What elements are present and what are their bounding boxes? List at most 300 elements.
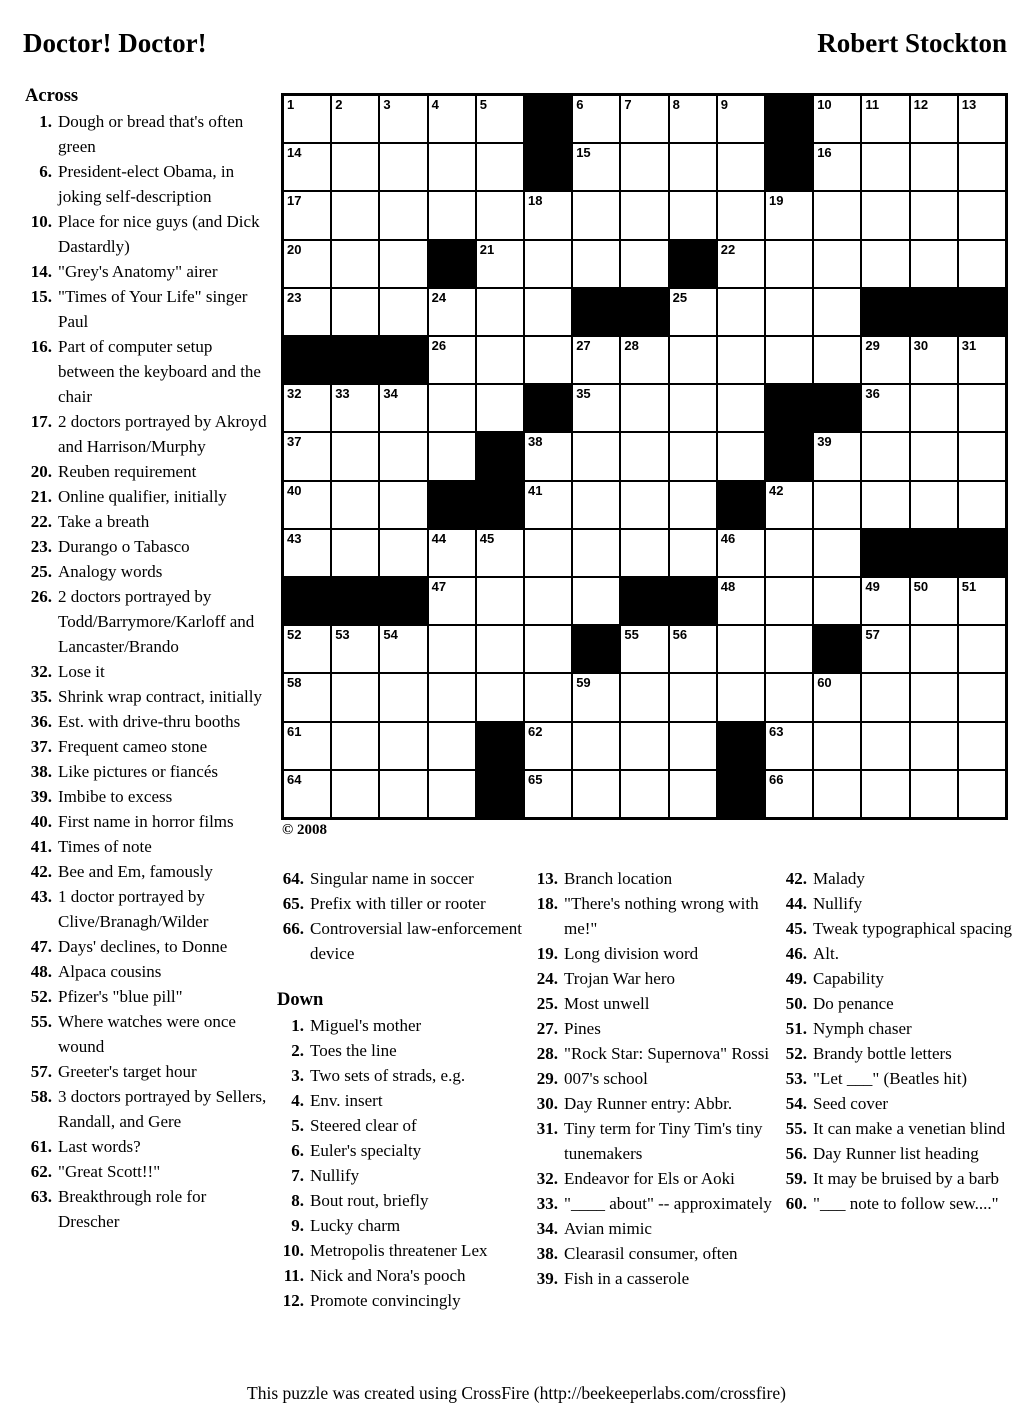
grid-cell[interactable]	[718, 289, 764, 335]
grid-cell[interactable]	[718, 192, 764, 238]
clue-number: 23.	[30, 537, 52, 556]
grid-cell[interactable]	[380, 192, 426, 238]
grid-cell[interactable]	[573, 674, 619, 720]
clue-number: 19.	[536, 944, 558, 963]
clue-item	[25, 584, 271, 659]
grid-cell[interactable]	[911, 482, 957, 528]
grid-cell[interactable]	[959, 578, 1005, 624]
grid-cell[interactable]	[380, 433, 426, 479]
clue-number: 28.	[536, 1044, 558, 1063]
grid-cell[interactable]	[573, 771, 619, 817]
clue-number: 3.	[291, 1066, 304, 1085]
grid-cell[interactable]	[718, 530, 764, 576]
grid-cell[interactable]	[573, 337, 619, 383]
clue-number: 10.	[30, 212, 52, 231]
clue-item	[25, 859, 271, 884]
clue-item	[277, 1188, 525, 1213]
clue-text: "Great Scott!!"	[58, 1162, 161, 1181]
clue-text: "Grey's Anatomy" airer	[58, 262, 218, 281]
clue-number: 42.	[785, 869, 807, 888]
grid-cell[interactable]	[429, 144, 475, 190]
grid-cell-number: 1	[287, 97, 295, 112]
grid-cell[interactable]	[429, 385, 475, 431]
grid-cell[interactable]	[573, 241, 619, 287]
clue-text: Tiny term for Tiny Tim's tiny tunemakers	[564, 1119, 763, 1163]
grid-cell[interactable]	[766, 771, 812, 817]
grid-cell[interactable]	[862, 96, 908, 142]
clue-number: 18.	[536, 894, 558, 913]
grid-cell[interactable]	[670, 626, 716, 672]
grid-cell-number: 22	[720, 241, 736, 257]
grid-cell[interactable]	[766, 674, 812, 720]
grid-cell[interactable]	[284, 771, 330, 817]
grid-cell[interactable]	[284, 144, 330, 190]
grid-cell[interactable]	[525, 241, 571, 287]
clue-text: Like pictures or fiancés	[58, 762, 219, 781]
grid-cell[interactable]	[862, 482, 908, 528]
grid-cell[interactable]	[573, 433, 619, 479]
grid-cell[interactable]	[911, 771, 957, 817]
grid-cell[interactable]	[959, 723, 1005, 769]
grid-cell[interactable]	[477, 144, 523, 190]
grid-cell[interactable]	[959, 337, 1005, 383]
grid-cell[interactable]	[959, 482, 1005, 528]
clue-number: 9.	[291, 1216, 304, 1235]
grid-cell[interactable]	[814, 144, 860, 190]
grid-cell[interactable]	[380, 482, 426, 528]
grid-cell[interactable]	[718, 385, 764, 431]
grid-cell[interactable]	[284, 192, 330, 238]
grid-cell[interactable]	[477, 385, 523, 431]
grid-cell[interactable]	[959, 385, 1005, 431]
grid-cell[interactable]	[862, 144, 908, 190]
grid-cell[interactable]	[911, 241, 957, 287]
grid-cell[interactable]	[284, 241, 330, 287]
clue-text: Durango o Tabasco	[58, 537, 190, 556]
grid-cell[interactable]	[525, 723, 571, 769]
grid-cell[interactable]	[766, 723, 812, 769]
grid-cell[interactable]	[718, 241, 764, 287]
grid-cell[interactable]	[284, 96, 330, 142]
grid-cell-number: 3	[383, 97, 391, 112]
grid-cell[interactable]	[718, 96, 764, 142]
grid-cell[interactable]	[429, 530, 475, 576]
grid-cell[interactable]	[911, 96, 957, 142]
grid-cell[interactable]	[573, 578, 619, 624]
grid-cell[interactable]	[573, 144, 619, 190]
clue-item	[25, 934, 271, 959]
clue-text: 2 doctors portrayed by Akroyd and Harrison/Murphy	[58, 412, 267, 456]
clue-number: 58.	[30, 1087, 52, 1106]
clue-text: Avian mimic	[564, 1219, 652, 1238]
grid-cell-number: 43	[287, 530, 302, 546]
clue-item	[25, 1059, 271, 1084]
grid-cell[interactable]	[862, 578, 908, 624]
clue-item	[531, 1216, 777, 1241]
grid-cell[interactable]	[959, 771, 1005, 817]
clue-item	[780, 941, 1020, 966]
clue-text: Pines	[564, 1019, 601, 1038]
grid-cell[interactable]	[670, 723, 716, 769]
clue-text: Place for nice guys (and Dick Dastardly)	[58, 212, 260, 256]
clue-number: 66.	[282, 919, 304, 938]
grid-cell-number: 11	[865, 97, 880, 112]
grid-cell[interactable]	[429, 337, 475, 383]
grid-cell[interactable]	[814, 578, 860, 624]
grid-cell[interactable]	[766, 530, 812, 576]
grid-cell[interactable]	[670, 385, 716, 431]
grid-cell[interactable]	[332, 530, 378, 576]
grid-cell[interactable]	[332, 433, 378, 479]
grid-cell[interactable]	[621, 385, 667, 431]
grid-cell-number: 58	[287, 675, 302, 691]
grid-cell[interactable]	[332, 241, 378, 287]
grid-cell[interactable]	[959, 144, 1005, 190]
grid-cell[interactable]	[429, 578, 475, 624]
grid-cell[interactable]	[670, 337, 716, 383]
grid-cell[interactable]	[718, 674, 764, 720]
grid-cell[interactable]	[621, 144, 667, 190]
grid-cell-number: 40	[287, 482, 302, 498]
clue-text: "Rock Star: Supernova" Rossi	[564, 1044, 770, 1063]
grid-cell[interactable]	[573, 723, 619, 769]
clue-list-heading: Down	[277, 990, 324, 1010]
grid-cell[interactable]	[525, 337, 571, 383]
grid-cell[interactable]	[766, 289, 812, 335]
grid-cell[interactable]	[766, 192, 812, 238]
grid-cell[interactable]	[380, 144, 426, 190]
grid-cell[interactable]	[525, 771, 571, 817]
grid-cell[interactable]	[525, 578, 571, 624]
grid-cell[interactable]	[380, 723, 426, 769]
grid-cell[interactable]	[911, 723, 957, 769]
grid-cell[interactable]	[380, 674, 426, 720]
clue-number: 35.	[30, 687, 52, 706]
clue-item	[25, 709, 271, 734]
grid-cell-number: 38	[528, 434, 543, 450]
grid-cell[interactable]	[718, 578, 764, 624]
clue-text: Clearasil consumer, often	[564, 1244, 738, 1263]
grid-cell[interactable]	[766, 626, 812, 672]
grid-cell[interactable]	[814, 289, 860, 335]
grid-cell[interactable]	[959, 674, 1005, 720]
grid-cell[interactable]	[380, 241, 426, 287]
grid-cell-number: 65	[528, 771, 543, 787]
grid-cell[interactable]	[380, 771, 426, 817]
clue-item	[277, 1038, 525, 1063]
grid-cell[interactable]	[621, 771, 667, 817]
grid-cell[interactable]	[429, 626, 475, 672]
clue-item	[780, 1191, 1020, 1216]
grid-cell[interactable]	[429, 433, 475, 479]
grid-cell[interactable]	[429, 192, 475, 238]
grid-cell-black	[477, 482, 523, 528]
grid-cell-black	[718, 723, 764, 769]
grid-cell[interactable]	[621, 433, 667, 479]
grid-cell[interactable]	[621, 723, 667, 769]
grid-cell-black	[621, 578, 667, 624]
grid-cell[interactable]	[380, 530, 426, 576]
grid-cell[interactable]	[670, 192, 716, 238]
grid-cell[interactable]	[621, 241, 667, 287]
clue-number: 16.	[30, 337, 52, 356]
grid-cell[interactable]	[284, 482, 330, 528]
grid-cell[interactable]	[573, 96, 619, 142]
clue-number: 49.	[785, 969, 807, 988]
grid-cell[interactable]	[477, 578, 523, 624]
grid-cell-number: 41	[528, 482, 543, 498]
clue-number: 1.	[39, 112, 52, 131]
clue-number: 32.	[536, 1169, 558, 1188]
grid-cell[interactable]	[911, 674, 957, 720]
grid-cell[interactable]	[525, 674, 571, 720]
grid-cell[interactable]	[911, 192, 957, 238]
grid-cell-number: 33	[335, 386, 350, 402]
grid-cell[interactable]	[332, 289, 378, 335]
grid-cell[interactable]	[814, 241, 860, 287]
grid-cell[interactable]	[862, 385, 908, 431]
clue-item	[25, 109, 271, 159]
grid-cell[interactable]	[766, 241, 812, 287]
grid-cell[interactable]	[477, 626, 523, 672]
grid-cell[interactable]	[959, 241, 1005, 287]
clue-item	[531, 1166, 777, 1191]
grid-cell-black	[766, 96, 812, 142]
grid-cell[interactable]	[573, 192, 619, 238]
grid-cell[interactable]	[477, 192, 523, 238]
puzzle-author: Robert Stockton	[817, 28, 1007, 58]
grid-cell[interactable]	[477, 289, 523, 335]
grid-cell[interactable]	[766, 337, 812, 383]
grid-cell[interactable]	[814, 530, 860, 576]
grid-cell[interactable]	[911, 433, 957, 479]
grid-cell[interactable]	[959, 192, 1005, 238]
clue-number: 22.	[30, 512, 52, 531]
clue-column-bottom-3	[780, 866, 1020, 1216]
grid-cell[interactable]	[525, 289, 571, 335]
grid-cell[interactable]	[284, 385, 330, 431]
grid-cell-black	[284, 337, 330, 383]
clue-column-bottom-1	[277, 866, 525, 1313]
grid-cell[interactable]	[525, 530, 571, 576]
clue-item	[531, 1191, 777, 1216]
grid-cell[interactable]	[814, 337, 860, 383]
grid-cell[interactable]	[332, 771, 378, 817]
clue-text: Controversial law-enforcement device	[310, 919, 522, 963]
grid-cell[interactable]	[573, 385, 619, 431]
grid-cell[interactable]	[284, 723, 330, 769]
clue-item	[780, 1016, 1020, 1041]
grid-cell[interactable]	[862, 723, 908, 769]
grid-cell-number: 39	[817, 434, 832, 450]
grid-cell[interactable]	[573, 530, 619, 576]
grid-cell[interactable]	[814, 192, 860, 238]
clue-number: 30.	[536, 1094, 558, 1113]
grid-cell[interactable]	[380, 289, 426, 335]
clue-item	[531, 1241, 777, 1266]
grid-cell[interactable]	[477, 337, 523, 383]
clue-text: Long division word	[564, 944, 699, 963]
grid-cell[interactable]	[670, 289, 716, 335]
clue-item	[25, 209, 271, 259]
grid-cell[interactable]	[525, 192, 571, 238]
grid-cell[interactable]	[429, 96, 475, 142]
clue-text: It can make a venetian blind	[813, 1119, 1006, 1138]
grid-cell[interactable]	[718, 433, 764, 479]
grid-cell[interactable]	[621, 192, 667, 238]
grid-cell[interactable]	[525, 433, 571, 479]
grid-cell[interactable]	[814, 96, 860, 142]
grid-cell-black	[429, 482, 475, 528]
clue-item	[277, 1063, 525, 1088]
grid-cell[interactable]	[670, 144, 716, 190]
clue-column-bottom-2	[531, 866, 777, 1291]
grid-cell[interactable]	[718, 337, 764, 383]
grid-cell[interactable]	[862, 433, 908, 479]
grid-cell-number: 24	[431, 289, 447, 305]
grid-cell-black	[380, 337, 426, 383]
clue-text: Most unwell	[564, 994, 650, 1013]
grid-cell[interactable]	[766, 482, 812, 528]
grid-cell[interactable]	[332, 192, 378, 238]
grid-cell[interactable]	[380, 96, 426, 142]
clue-item	[277, 1088, 525, 1113]
grid-cell[interactable]	[332, 385, 378, 431]
clue-text: Singular name in soccer	[310, 869, 474, 888]
clue-text: Env. insert	[310, 1091, 383, 1110]
grid-cell[interactable]	[718, 144, 764, 190]
clue-item	[531, 1091, 777, 1116]
grid-cell[interactable]	[959, 626, 1005, 672]
clue-item	[531, 1266, 777, 1291]
grid-cell[interactable]	[332, 626, 378, 672]
clue-item	[25, 659, 271, 684]
grid-cell[interactable]	[670, 771, 716, 817]
grid-cell[interactable]	[477, 241, 523, 287]
grid-cell[interactable]	[429, 289, 475, 335]
clue-text: Toes the line	[310, 1041, 397, 1060]
clue-number: 48.	[30, 962, 52, 981]
clue-text: Take a breath	[58, 512, 150, 531]
grid-cell[interactable]	[911, 385, 957, 431]
grid-cell[interactable]	[477, 96, 523, 142]
grid-cell[interactable]	[670, 96, 716, 142]
grid-cell[interactable]	[814, 482, 860, 528]
clue-item	[25, 409, 271, 459]
grid-cell[interactable]	[814, 771, 860, 817]
grid-cell[interactable]	[670, 530, 716, 576]
grid-cell[interactable]	[911, 144, 957, 190]
grid-cell[interactable]	[284, 289, 330, 335]
clue-text: Brandy bottle letters	[813, 1044, 952, 1063]
grid-cell[interactable]	[670, 482, 716, 528]
clue-item	[780, 1041, 1020, 1066]
clue-number: 62.	[30, 1162, 52, 1181]
grid-cell[interactable]	[814, 433, 860, 479]
grid-cell[interactable]	[911, 578, 957, 624]
grid-cell[interactable]	[573, 482, 619, 528]
grid-cell[interactable]	[621, 626, 667, 672]
clue-text: 2 doctors portrayed by Todd/Barrymore/Karloff and Lancaster/Brando	[58, 587, 255, 656]
grid-cell[interactable]	[380, 385, 426, 431]
grid-cell-number: 32	[287, 386, 302, 402]
grid-cell[interactable]	[718, 626, 764, 672]
grid-cell[interactable]	[862, 771, 908, 817]
grid-cell[interactable]	[621, 674, 667, 720]
clue-item	[531, 966, 777, 991]
grid-cell[interactable]	[332, 96, 378, 142]
grid-cell[interactable]	[332, 674, 378, 720]
grid-cell[interactable]	[380, 626, 426, 672]
clue-number: 17.	[30, 412, 52, 431]
grid-cell[interactable]	[525, 626, 571, 672]
grid-cell[interactable]	[621, 337, 667, 383]
clue-text: Bout rout, briefly	[310, 1191, 429, 1210]
grid-cell[interactable]	[284, 433, 330, 479]
clue-list-heading: Across	[25, 86, 79, 106]
grid-cell[interactable]	[621, 530, 667, 576]
grid-cell[interactable]	[332, 482, 378, 528]
grid-cell-black	[477, 433, 523, 479]
clue-item	[531, 866, 777, 891]
grid-cell[interactable]	[959, 433, 1005, 479]
grid-cell[interactable]	[477, 530, 523, 576]
clue-text: Fish in a casserole	[564, 1269, 690, 1288]
clue-number: 52.	[785, 1044, 807, 1063]
grid-cell[interactable]	[766, 578, 812, 624]
grid-cell[interactable]	[862, 241, 908, 287]
grid-cell[interactable]	[862, 337, 908, 383]
grid-cell[interactable]	[911, 626, 957, 672]
clue-number: 43.	[30, 887, 52, 906]
grid-cell-number: 55	[624, 627, 639, 643]
clue-number: 12.	[282, 1291, 304, 1310]
grid-cell[interactable]	[429, 674, 475, 720]
grid-cell[interactable]	[862, 626, 908, 672]
clue-number: 37.	[30, 737, 52, 756]
grid-cell[interactable]	[332, 144, 378, 190]
clue-text: Lucky charm	[310, 1216, 401, 1235]
clue-number: 38.	[30, 762, 52, 781]
grid-cell[interactable]	[911, 337, 957, 383]
grid-cell[interactable]	[959, 96, 1005, 142]
grid-cell[interactable]	[814, 674, 860, 720]
grid-cell[interactable]	[429, 723, 475, 769]
grid-cell[interactable]	[862, 192, 908, 238]
grid-cell[interactable]	[284, 674, 330, 720]
grid-cell[interactable]	[284, 626, 330, 672]
grid-cell-number: 25	[672, 289, 688, 305]
grid-cell[interactable]	[621, 482, 667, 528]
clue-text: Where watches were once wound	[58, 1012, 236, 1056]
grid-cell-number: 60	[817, 675, 832, 691]
grid-cell[interactable]	[814, 723, 860, 769]
grid-cell[interactable]	[525, 482, 571, 528]
grid-cell[interactable]	[332, 723, 378, 769]
grid-cell[interactable]	[284, 530, 330, 576]
clue-number: 46.	[785, 944, 807, 963]
grid-cell[interactable]	[429, 771, 475, 817]
grid-cell[interactable]	[621, 96, 667, 142]
grid-cell-black	[718, 771, 764, 817]
grid-cell[interactable]	[670, 674, 716, 720]
grid-cell[interactable]	[477, 674, 523, 720]
clue-number: 25.	[536, 994, 558, 1013]
grid-cell[interactable]	[670, 433, 716, 479]
clue-number: 21.	[30, 487, 52, 506]
clue-item	[25, 1084, 271, 1134]
grid-cell[interactable]	[862, 674, 908, 720]
